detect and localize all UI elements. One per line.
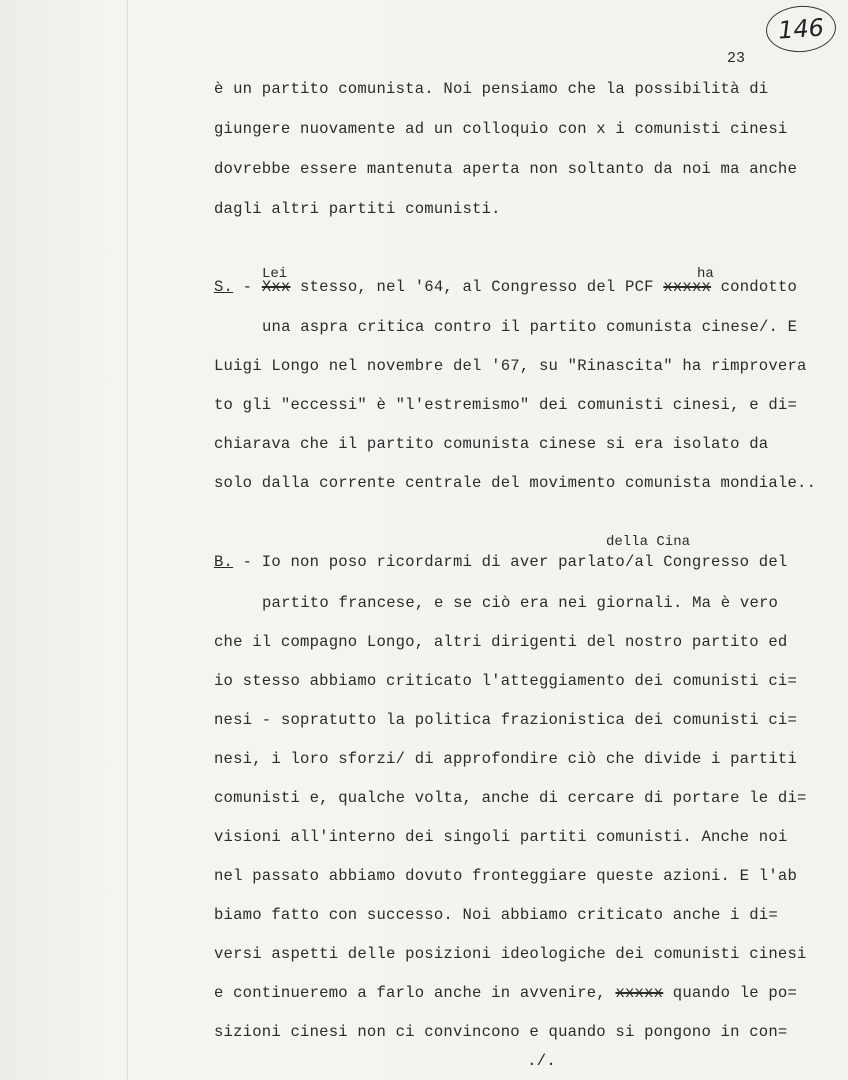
text-line: nel passato abbiamo dovuto fronteggiare queste azioni. E l'ab xyxy=(214,867,798,885)
text-line: partito francese, e se ciò era nei giornali. Ma è vero xyxy=(262,594,779,612)
text-line: nesi - sopratutto la politica frazionistica dei comunisti ci= xyxy=(214,711,798,729)
text-line: è un partito comunista. Noi pensiamo che la possibilità di xyxy=(214,80,769,98)
handwritten-insert-cina: della Cina xyxy=(606,534,691,550)
speaker-label: S. xyxy=(214,278,234,296)
archive-stamp xyxy=(764,4,837,55)
text-line: che il compagno Longo, altri dirigenti del nostro partito ed xyxy=(214,633,788,651)
text-line: Luigi Longo nel novembre del '67, su "Rinascita" ha rimprovera xyxy=(214,357,807,375)
text-line-with-strike: e continueremo a farlo anche in avvenire, xxxxx quando le po= xyxy=(214,984,798,1002)
continuation-mark: ./. xyxy=(527,1052,556,1070)
text-line: visioni all'interno dei singoli partiti comunisti. Anche noi xyxy=(214,828,788,846)
handwritten-insert-ha: ha xyxy=(697,266,714,282)
struck-text: xxxxx xyxy=(663,278,712,296)
text-line: giungere nuovamente ad un colloquio con x i comunisti cinesi xyxy=(214,120,788,138)
text-line: biamo fatto con successo. Noi abbiamo criticato anche i di= xyxy=(214,906,778,924)
text-line: dagli altri partiti comunisti. xyxy=(214,200,501,218)
text-line: solo dalla corrente centrale del movimento comunista mondiale.. xyxy=(214,474,817,492)
struck-text: Xxx xyxy=(261,278,291,296)
text-line: chiarava che il partito comunista cinese si era isolato da xyxy=(214,435,769,453)
text-line: io stesso abbiamo criticato l'atteggiamento dei comunisti ci= xyxy=(214,672,798,690)
page-number: 23 xyxy=(727,50,746,67)
speaker-label: B. xyxy=(214,553,234,571)
text-line: comunisti e, qualche volta, anche di cercare di portare le di= xyxy=(214,789,807,807)
text-line: dovrebbe essere mantenuta aperta non soltanto da noi ma anche xyxy=(214,160,798,178)
text-line: sizioni cinesi non ci convincono e quando si pongono in con= xyxy=(214,1023,788,1041)
stamp-number: 146 xyxy=(777,13,825,45)
page-fold-line xyxy=(127,0,128,1080)
question-first-line: S. - Xxx stesso, nel '64, al Congresso del PCF xxxxx condotto xyxy=(214,278,798,296)
text-line: nesi, i loro sforzi/ di approfondire ciò che divide i partiti xyxy=(214,750,798,768)
text-line: to gli "eccessi" è "l'estremismo" dei comunisti cinesi, e di= xyxy=(214,396,798,414)
handwritten-insert-lei: Lei xyxy=(262,266,288,282)
text-line: versi aspetti delle posizioni ideologiche dei comunisti cinesi xyxy=(214,945,807,963)
text-line: una aspra critica contro il partito comunista cinese/. E xyxy=(262,318,798,336)
struck-text: xxxxx xyxy=(615,984,664,1002)
answer-first-line: B. - Io non poso ricordarmi di aver parlato/al Congresso del xyxy=(214,553,788,571)
